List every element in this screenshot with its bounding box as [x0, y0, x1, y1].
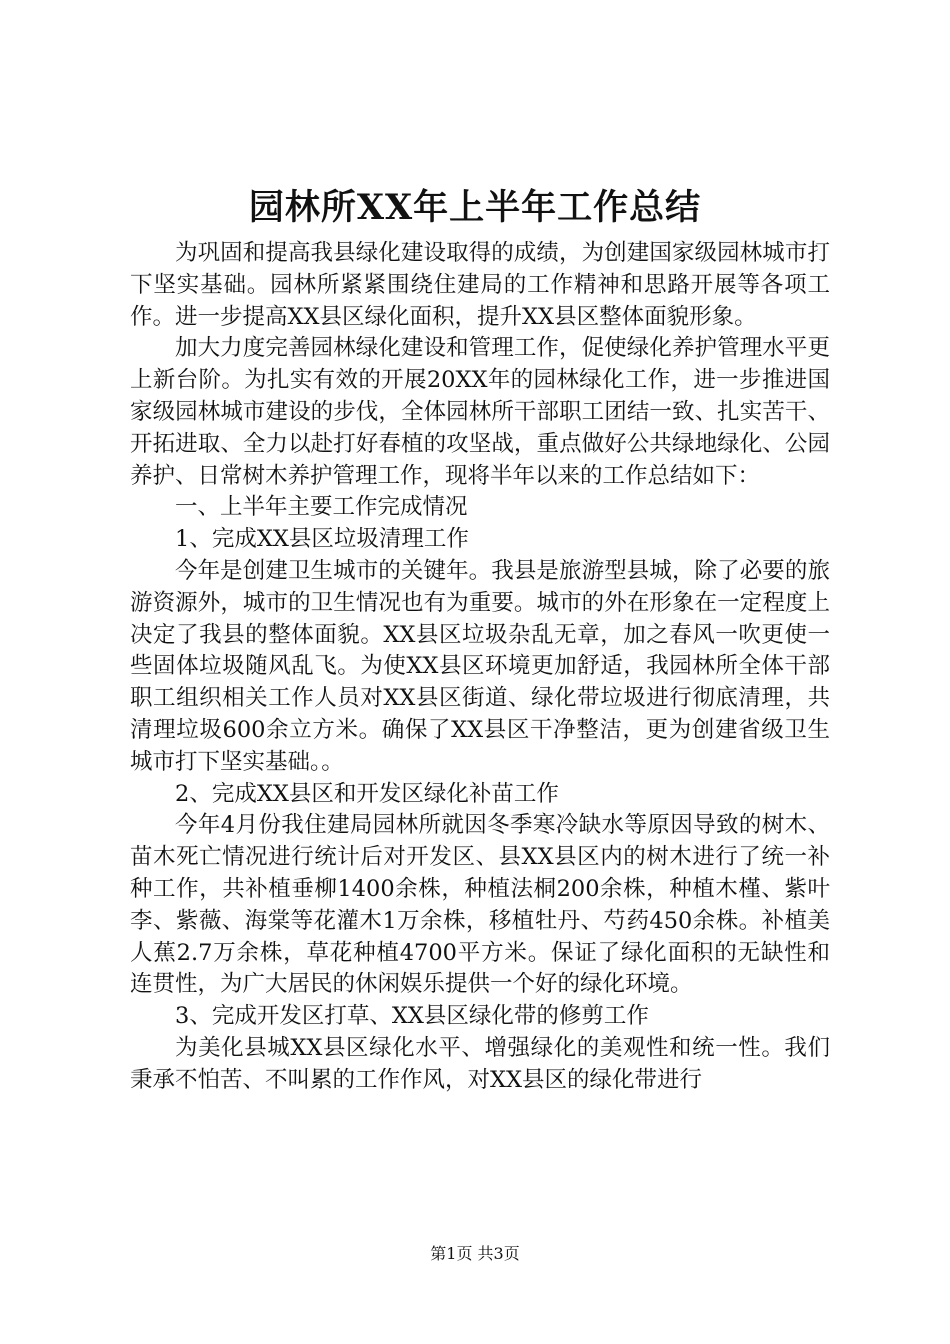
section-heading-1: 一、上半年主要工作完成情况 [175, 494, 468, 521]
document-body [130, 238, 830, 1097]
subsection-heading-3: 3、完成开发区打草、XX县区绿化带的修剪工作 [175, 1003, 649, 1030]
subsection-heading-1: 1、完成XX县区垃圾清理工作 [175, 526, 469, 553]
paragraph-pruning: 为美化县城XX县区绿化水平、增强绿化的美观性和统一性。我们秉承不怕苦、不叫累的工作作风，对XX县区的绿化带进行 [130, 1034, 830, 1093]
paragraph-intro: 为巩固和提高我县绿化建设取得的成绩，为创建国家级园林城市打下坚实基础。园林所紧紧围绕住建局的工作精神和思路开展等各项工作。进一步提高XX县区绿化面积，提升XX县区整体面貌形象。 [130, 240, 830, 330]
paragraph-overview: 加大力度完善园林绿化建设和管理工作，促使绿化养护管理水平更上新台阶。为扎实有效的开展20XX年的园林绿化工作，进一步推进国家级园林城市建设的步伐，全体园林所干部职工团结一致、扎实苦干、开拓进取、全力以赴打好春植的攻坚战，重点做好公共绿地绿化、公园养护、日常树木养护管理工作，现将半年以来的工作总结如下： [130, 335, 830, 489]
page-title: 园林所XX年上半年工作总结 [248, 187, 702, 228]
paragraph-replanting: 今年4月份我住建局园林所就因冬季寒冷缺水等原因导致的树木、苗木死亡情况进行统计后对开发区、县XX县区内的树木进行了统一补种工作，共补植垂柳1400余株，种植法桐200余株，种植木槿、紫叶李、紫薇、海棠等花灌木1万余株，移植牡丹、芍药450余株。补植美人蕉2.7万余株，草花种植4700平方米。保证了绿化面积的无缺性和连贯性，为广大居民的休闲娱乐提供一个好的绿化环境。 [130, 812, 830, 998]
page-footer: 第1页 共3页 [430, 1244, 520, 1263]
subsection-heading-2: 2、完成XX县区和开发区绿化补苗工作 [175, 780, 559, 807]
paragraph-garbage-cleanup: 今年是创建卫生城市的关键年。我县是旅游型县城，除了必要的旅游资源外，城市的卫生情况也有为重要。城市的外在形象在一定程度上决定了我县的整体面貌。XX县区垃圾杂乱无章，加之春风一吹更使一些固体垃圾随风乱飞。为使XX县区环境更加舒适，我园林所全体干部职工组织相关工作人员对XX县区街道、绿化带垃圾进行彻底清理，共清理垃圾600余立方米。确保了XX县区干净整洁，更为创建省级卫生城市打下坚实基础。。 [130, 557, 830, 775]
